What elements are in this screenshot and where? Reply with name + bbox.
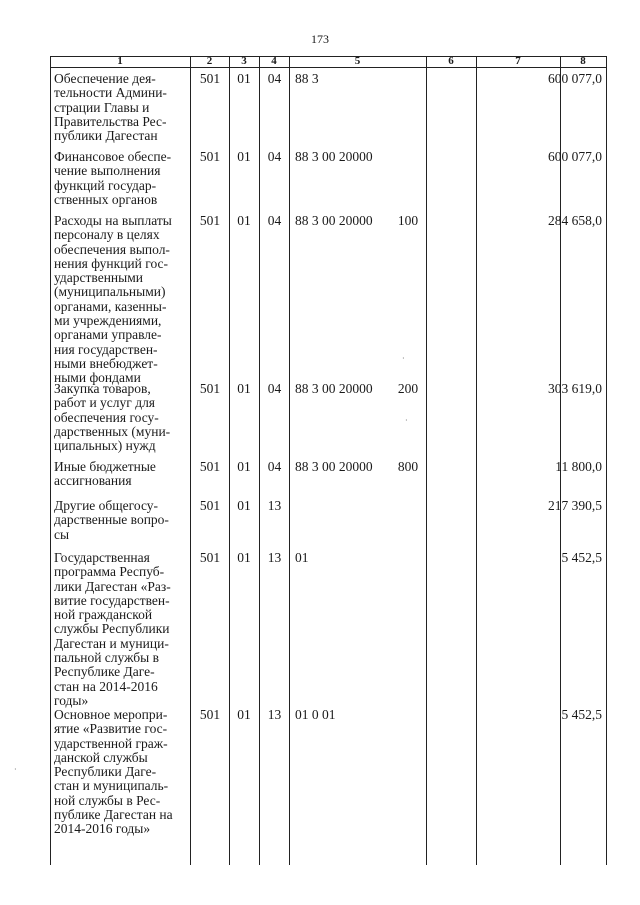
cell-subsection: 13 — [267, 550, 282, 565]
cell-subsection: 04 — [267, 213, 282, 228]
col-divider — [289, 56, 290, 865]
cell-section: 01 — [237, 149, 251, 164]
cell-section: 01 — [237, 213, 251, 228]
row-name: Иные бюджетные ассигнования — [54, 459, 156, 489]
scan-speck: · — [405, 416, 408, 425]
cell-target-article: 88 3 00 20000 — [295, 213, 373, 228]
cell-amount: 284 658,0 — [548, 213, 602, 228]
cell-code: 501 — [199, 71, 221, 86]
cell-code: 501 — [199, 707, 221, 722]
cell-code: 501 — [199, 381, 221, 396]
header-col-3: 3 — [241, 55, 247, 67]
header-col-7: 7 — [515, 55, 521, 67]
row-name: Обеспечение дея- тельности Админи- страции Главы и Правительства Рес- публики Дагестан — [54, 71, 167, 144]
row-name: Расходы на выплаты персоналу в целях обеспечения выпол- нения функций гос- ударственными (муниципальными) органами, казенны- ми учреждениями, органами управле- ния государствен- ными внебюджет- ными фондами — [54, 213, 172, 386]
cell-code: 501 — [199, 550, 221, 565]
header-col-8: 8 — [580, 55, 586, 67]
cell-section: 01 — [237, 498, 251, 513]
cell-amount: 5 452,5 — [561, 707, 602, 722]
cell-subsection: 04 — [267, 71, 282, 86]
header-col-4: 4 — [271, 55, 277, 67]
cell-code: 501 — [199, 149, 221, 164]
cell-amount: 11 800,0 — [555, 459, 602, 474]
row-name: Основное меропри- ятие «Развитие гос- ударственной граж- данской службы Республики Даге- стан и муниципаль- ной службы в Рес- публике Дагестан на 2014-2016 годы» — [54, 707, 173, 837]
cell-expense-type: 200 — [397, 381, 419, 396]
col-divider — [426, 56, 427, 865]
row-name: Финансовое обеспе- чение выполнения функций государ- ственных органов — [54, 149, 172, 207]
margin-mark: · — [14, 765, 17, 774]
cell-amount: 5 452,5 — [561, 550, 602, 565]
header-col-5: 5 — [354, 55, 361, 67]
cell-subsection: 04 — [267, 149, 282, 164]
scan-speck: · — [402, 354, 405, 363]
cell-amount: 600 077,0 — [548, 149, 602, 164]
cell-expense-type: 800 — [397, 459, 419, 474]
cell-code: 501 — [199, 213, 221, 228]
cell-subsection: 13 — [267, 498, 282, 513]
cell-target-article: 01 — [295, 550, 309, 565]
cell-section: 01 — [237, 381, 251, 396]
row-name: Другие общегосу- дарственные вопро- сы — [54, 498, 169, 542]
header-col-6: 6 — [448, 55, 454, 67]
cell-target-article: 88 3 00 20000 — [295, 149, 373, 164]
cell-section: 01 — [237, 550, 251, 565]
cell-amount: 217 390,5 — [548, 498, 602, 513]
cell-amount: 303 619,0 — [548, 381, 602, 396]
row-name: Закупка товаров, работ и услуг для обеспечения госу- дарственных (муни- ципальных) нужд — [54, 381, 171, 454]
cell-code: 501 — [199, 459, 221, 474]
cell-section: 01 — [237, 707, 251, 722]
cell-subsection: 04 — [267, 381, 282, 396]
row-name: Государственная программа Респуб- лики Дагестан «Раз- витие государствен- ной гражданской службы Республики Дагестан и муници- пальной службы в Республике Даге- стан на 2014-2016 годы» — [54, 550, 171, 708]
col-divider — [606, 56, 607, 865]
cell-expense-type: 100 — [397, 213, 419, 228]
header-bottom-rule — [50, 67, 607, 68]
page-number: 173 — [311, 32, 329, 46]
cell-code: 501 — [199, 498, 221, 513]
cell-section: 01 — [237, 459, 251, 474]
header-col-1: 1 — [117, 55, 123, 67]
col-divider — [50, 56, 51, 865]
cell-target-article: 88 3 00 20000 — [295, 381, 373, 396]
col-divider — [476, 56, 477, 865]
cell-subsection: 13 — [267, 707, 282, 722]
cell-target-article: 01 0 01 — [295, 707, 336, 722]
cell-amount: 600 077,0 — [548, 71, 602, 86]
header-col-2: 2 — [206, 55, 213, 67]
cell-subsection: 04 — [267, 459, 282, 474]
cell-target-article: 88 3 00 20000 — [295, 459, 373, 474]
budget-table — [50, 56, 607, 865]
cell-target-article: 88 3 — [295, 71, 319, 86]
cell-section: 01 — [237, 71, 251, 86]
